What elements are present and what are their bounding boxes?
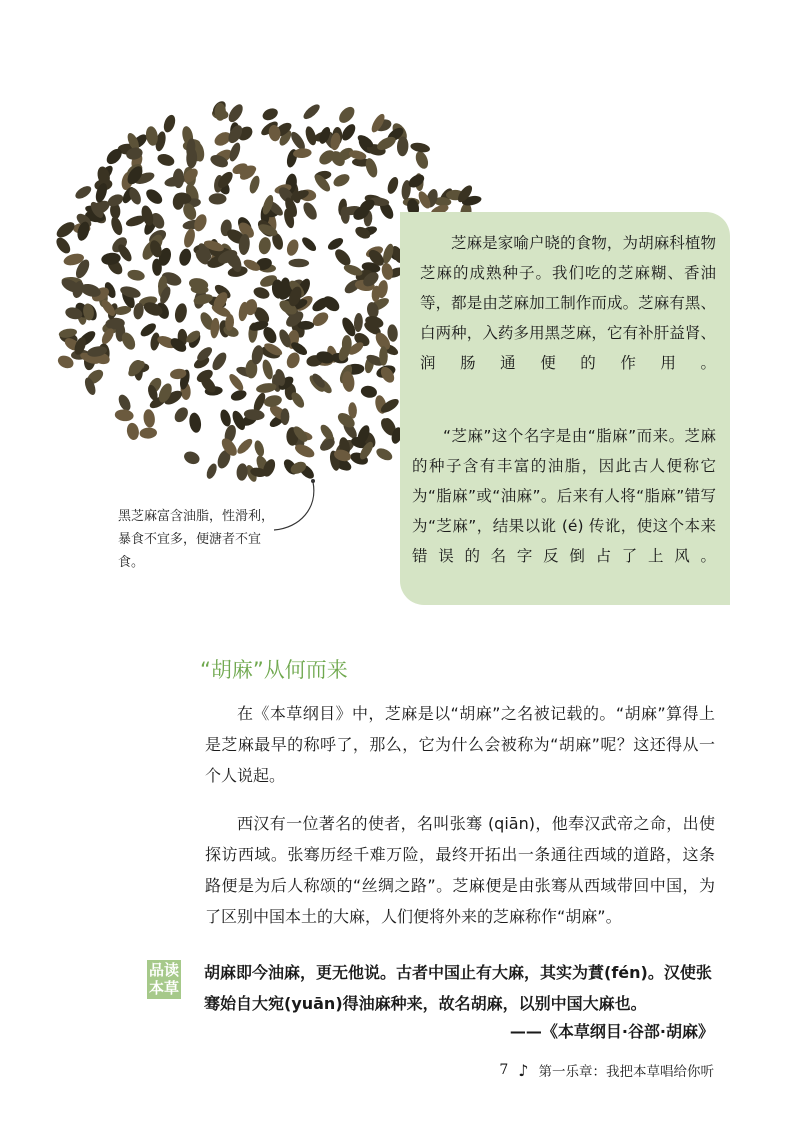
- sesame-seed: [109, 215, 124, 236]
- sesame-seed: [387, 324, 399, 342]
- sesame-seed: [288, 259, 309, 268]
- sesame-seed: [172, 405, 191, 425]
- sesame-seed: [252, 285, 271, 300]
- badge-line-1: 品读: [148, 961, 179, 979]
- sesame-seed: [360, 384, 378, 399]
- sesame-seed: [219, 408, 233, 427]
- sesame-seed: [336, 104, 357, 126]
- sesame-seed: [114, 409, 134, 423]
- sesame-seed: [182, 449, 201, 466]
- sesame-seed: [410, 141, 431, 154]
- body-paragraph-2: 西汉有一位著名的使者，名叫张骞 (qiān)，他奉汉武帝之命，出使探访西域。张骞历经千难万险，最终开拓出一条通往西域的道路，这条路便是为后人称颂的“丝绸之路”。芝麻便是由张骞从西域带回中国，为了区别中国本土的大麻，人们便将外来的芝麻称作“胡麻”。: [205, 814, 715, 926]
- sesame-seed: [374, 446, 394, 463]
- sesame-seed: [210, 350, 229, 372]
- sesame-seed: [188, 412, 202, 434]
- page-number: 7: [499, 1062, 509, 1078]
- page-footer: [499, 1060, 714, 1080]
- sesame-seed: [126, 422, 141, 441]
- sesame-seed: [261, 106, 280, 123]
- sesame-seed: [229, 388, 247, 402]
- badge-line-2: 本草: [148, 979, 179, 997]
- sesame-seed: [162, 113, 178, 134]
- sesame-seed: [143, 409, 156, 429]
- body-paragraph-1: 在《本草纲目》中，芝麻是以“胡麻”之名被记载的。“胡麻”算得上是芝麻最早的称呼了，那么，它为什么会被称为“胡麻”呢？这还得从一个人说起。: [205, 704, 715, 785]
- sesame-seed: [339, 122, 358, 143]
- sesame-seed: [144, 186, 165, 206]
- sesame-seed: [156, 152, 176, 168]
- sesame-seed: [236, 463, 248, 481]
- sesame-seed: [298, 321, 315, 330]
- sesame-seed: [209, 193, 227, 205]
- sesame-seed: [178, 247, 193, 267]
- sesame-seed: [127, 268, 146, 282]
- sesame-seed: [300, 235, 318, 253]
- sesame-seed: [386, 176, 401, 196]
- sesame-seed: [235, 436, 255, 456]
- chapter-title: 第一乐章：我把本草唱给你听: [538, 1064, 714, 1080]
- sesame-seed: [139, 427, 157, 439]
- seed-caption: 黑芝麻富含油脂，性滑利，暴食不宜多，便溏者不宜食。: [118, 509, 275, 570]
- sesame-seed: [226, 102, 246, 125]
- sesame-seed: [331, 172, 351, 189]
- sesame-seed: [263, 394, 283, 409]
- sesame-seed: [73, 184, 93, 202]
- sesame-seed: [182, 227, 197, 248]
- quote-source: ——《本草纲目·谷部·胡麻》: [509, 1022, 714, 1041]
- sesame-seed: [281, 408, 290, 425]
- info-box-paragraph-1: 芝麻是家喻户晓的食物，为胡麻科植物芝麻的成熟种子。我们吃的芝麻糊、香油等，都是由芝麻加工制作而成。芝麻有黑、白两种，入药多用黑芝麻，它有补肝益肾、润肠通便的作用。: [420, 234, 716, 372]
- section-title: “胡麻”从何而来: [200, 658, 348, 682]
- sesame-seed: [253, 439, 266, 457]
- sesame-seed: [396, 136, 408, 156]
- sesame-seed: [258, 236, 272, 255]
- sesame-seed: [215, 103, 226, 121]
- sesame-seed: [301, 102, 322, 122]
- music-note-icon: ♪: [518, 1060, 529, 1080]
- sesame-seed: [301, 200, 320, 222]
- pindu-bencao-badge: [147, 960, 181, 999]
- sesame-seed: [285, 238, 300, 257]
- sesame-seed: [354, 313, 364, 332]
- sesame-seed: [54, 235, 73, 256]
- sesame-seed: [413, 150, 430, 171]
- classic-quote: 胡麻即今油麻，更无他说。古者中国止有大麻，其实为蕡(fén)。汉使张骞始自大宛(yuān)得油麻种来，故名胡麻，以别中国大麻也。: [204, 963, 712, 1013]
- sesame-seed: [173, 302, 188, 324]
- info-box-paragraph-2: “芝麻”这个名字是由“脂麻”而来。芝麻的种子含有丰富的油脂，因此古人便称它为“脂麻”或“油麻”。后来有人将“脂麻”错写为“芝麻”，结果以讹 (é) 传讹，使这个本来错误的名字反倒占了上风。: [412, 427, 716, 565]
- sesame-seed: [205, 462, 219, 480]
- sesame-seed: [326, 236, 345, 252]
